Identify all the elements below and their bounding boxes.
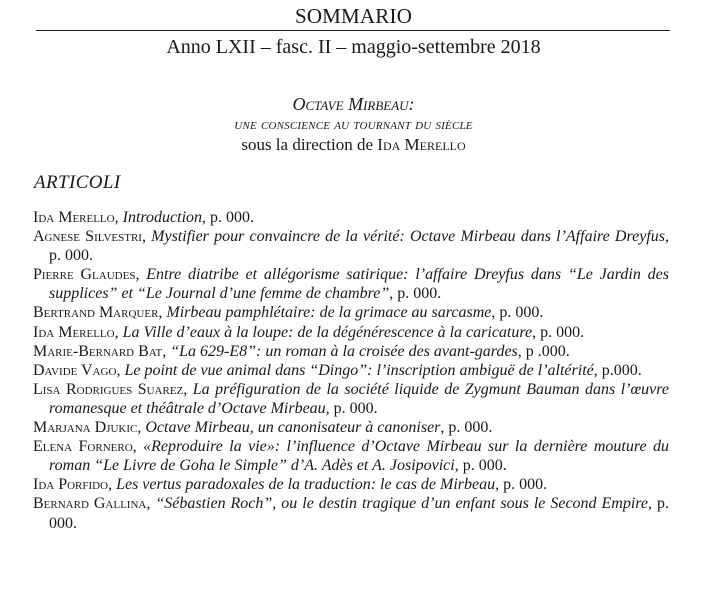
article-entry: Lisa Rodrigues Suarez, La préfiguration de la société liquide de Zygmunt Bauman dans l’œuvre romanesque et théâtrale d’Octave Mirbeau, p. 000. xyxy=(33,380,670,417)
director-name: Ida Merello xyxy=(377,135,466,154)
article-title: Octave Mirbeau, un canonisateur à canoniser xyxy=(145,419,441,437)
monograph-direction xyxy=(0,135,707,155)
article-title: Mystifier pour convaincre de la vérité: Octave Mirbeau dans l’Affaire Dreyfus xyxy=(151,228,665,246)
monograph-title: Octave Mirbeau: xyxy=(292,94,415,114)
article-pages: , p. 000. xyxy=(49,228,669,265)
article-entry: Ida Porfido, Les vertus paradoxales de la traduction: le cas de Mirbeau, p. 000. xyxy=(33,476,548,494)
article-entry: Davide Vago, Le point de vue animal dans “Dingo”: l’inscription ambiguë de l’altérité, p.000. xyxy=(33,361,642,379)
article-entry: Bernard Gallina, “Sébastien Roch”, ou le destin tragique d’un enfant sous le Second Empire, p. 000. xyxy=(33,495,670,532)
article-title: Mirbeau pamphlétaire: de la grimace au sarcasme xyxy=(166,304,492,322)
article-author: Pierre Glaudes xyxy=(33,266,136,284)
article-author: Bernard Gallina xyxy=(33,495,147,513)
article-pages: , p.000. xyxy=(593,361,642,379)
article-author: Bertrand Marquer xyxy=(33,304,159,322)
article-pages: , p. 000. xyxy=(202,209,255,226)
article-title: “La 629-E8”: un roman à la croisée des avant-gardes xyxy=(170,342,518,360)
article-author: Ida Merello xyxy=(33,323,115,341)
article-title: Le point de vue animal dans “Dingo”: l’inscription ambiguë de l’altérité xyxy=(124,361,594,379)
heading-rule xyxy=(36,30,670,31)
article-author: Davide Vago xyxy=(33,361,117,379)
article-entry: Marjana Djukic, Octave Mirbeau, un canonisateur à canoniser, p. 000. xyxy=(33,419,493,437)
article-pages: , p. 000. xyxy=(495,476,548,494)
article-author: Marie-Bernard Bat xyxy=(33,342,163,360)
article-author: Lisa Rodrigues Suarez xyxy=(33,380,184,398)
article-title: Entre diatribe et allégorisme satirique: l’affaire Dreyfus dans “Le Jardin des supplices” et “Le Journal d’une femme de chambre” xyxy=(49,266,670,303)
article-pages: , p. 000. xyxy=(454,457,507,475)
page-heading: SOMMARIO xyxy=(294,4,413,28)
article-entry: Marie-Bernard Bat, “La 629-E8”: un roman à la croisée des avant-gardes, p .000. xyxy=(33,342,570,360)
article-title: Introduction xyxy=(122,209,203,226)
article-pages: , p. 000. xyxy=(440,419,493,437)
section-label: ARTICOLI xyxy=(34,172,121,193)
article-entry: Ida Merello, La Ville d’eaux à la loupe: de la dégénérescence à la caricature, p. 000. xyxy=(33,323,585,341)
issue-line: Anno LXII – fasc. II – maggio-settembre 2018 xyxy=(166,36,541,58)
article-entry: Pierre Glaudes, Entre diatribe et allégorisme satirique: l’affaire Dreyfus dans “Le Jardin des supplices” et “Le Journal d’une femme de chambre”, p. 000. xyxy=(33,266,670,303)
article-title: “Sébastien Roch”, ou le destin tragique d’un enfant sous le Second Empire xyxy=(155,495,649,513)
article-author: Elena Fornero xyxy=(33,438,133,456)
article-author: Agnese Silvestri xyxy=(33,228,142,246)
article-title: La Ville d’eaux à la loupe: de la dégénérescence à la caricature xyxy=(122,323,533,341)
article-author: Ida Merello xyxy=(33,209,115,226)
article-entry: Agnese Silvestri, Mystifier pour convaincre de la vérité: Octave Mirbeau dans l’Affaire Dreyfus, p. 000. xyxy=(33,228,669,265)
article-author: Marjana Djukic xyxy=(33,419,138,437)
article-pages: , p. 000. xyxy=(389,285,442,303)
article-pages: , p. 000. xyxy=(491,304,544,322)
monograph-subtitle: une conscience au tournant du siècle xyxy=(234,116,473,133)
article-pages: , p. 000. xyxy=(532,323,585,341)
article-entry: Elena Fornero, «Reproduire la vie»: l’influence d’Octave Mirbeau sur la dernière mouture du roman “Le Livre de Goha le Simple” d’A. Adès et A. Josipovici, p. 000. xyxy=(33,438,670,475)
article-title: Les vertus paradoxales de la traduction: le cas de Mirbeau xyxy=(116,476,496,494)
article-pages: , p. 000. xyxy=(325,399,378,417)
direction-prefix: sous la direction de xyxy=(241,135,374,154)
monograph-title-block xyxy=(0,93,707,155)
article-list xyxy=(33,208,669,533)
article-pages: , p. 000. xyxy=(49,495,670,532)
article-title: «Reproduire la vie»: l’influence d’Octave Mirbeau sur la dernière mouture du roman “Le Livre de Goha le Simple” d’A. Adès et A. Josipovici xyxy=(49,438,670,475)
article-author: Ida Porfido xyxy=(33,476,109,494)
article-pages: , p .000. xyxy=(517,342,570,360)
article-entry: Bertrand Marquer, Mirbeau pamphlétaire: de la grimace au sarcasme, p. 000. xyxy=(33,304,544,322)
article-entry: Ida Merello, Introduction, p. 000. xyxy=(33,209,255,226)
article-title: La préfiguration de la société liquide de Zygmunt Bauman dans l’œuvre romanesque et théâtrale d’Octave Mirbeau xyxy=(49,380,670,417)
